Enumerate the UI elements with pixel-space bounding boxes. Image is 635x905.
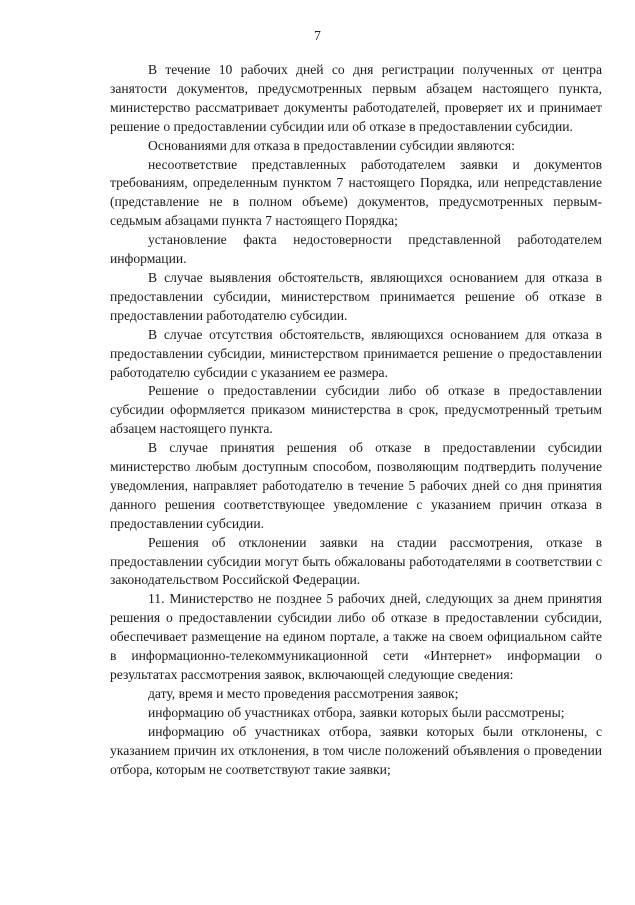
paragraph-item-rejected-participants: информацию об участниках отбора, заявки которых были отклонены, с указанием причин их отклонения, в том числе положений объявления о проведении отбора, которым не соответствуют такие заявки;	[110, 723, 602, 777]
document-body	[110, 61, 602, 779]
paragraph-refusal-decision: В случае выявления обстоятельств, являющихся основанием для отказа в предоставлении субсидии, министерством принимается решение об отказе в предоставлении работодателю субсидии.	[110, 269, 602, 323]
paragraph-item-reviewed-participants: информацию об участниках отбора, заявки которых были рассмотрены;	[148, 704, 565, 720]
paragraph-review-period: В течение 10 рабочих дней со дня регистрации полученных от центра занятости документов, предусмотренных первым абзацем настоящего пункта, министерство рассматривает документы работодателей, проверяет их и принимает решение о предоставлении субсидии или об отказе в предоставлении субсидии.	[110, 62, 602, 134]
paragraph-refusal-ground-false-info: установление факта недостоверности представленной работодателем информации.	[110, 232, 602, 267]
paragraph-decision-order: Решение о предоставлении субсидии либо об отказе в предоставлении субсидии оформляется приказом министерства в срок, предусмотренный третьим абзацем настоящего пункта.	[110, 383, 602, 437]
paragraph-appeal: Решения об отклонении заявки на стадии рассмотрения, отказе в предоставлении субсидии могут быть обжалованы работодателями в соответствии с законодательством Российской Федерации.	[110, 534, 602, 588]
paragraph-refusal-grounds-intro: Основаниями для отказа в предоставлении субсидии являются:	[148, 137, 515, 153]
paragraph-item-date-place: дату, время и место проведения рассмотрения заявок;	[148, 685, 459, 701]
page-number: 7	[314, 28, 321, 43]
paragraph-refusal-ground-noncompliance: несоответствие представленных работодателем заявки и документов требованиям, определенным пунктом 7 настоящего Порядка, или непредставление (представление не в полном объеме) документов, предусмотренных первым-седьмым абзацами пункта 7 настоящего Порядка;	[110, 156, 602, 229]
paragraph-clause-11: 11. Министерство не позднее 5 рабочих дней, следующих за днем принятия решения о предоставлении субсидии либо об отказе в предоставлении субсидии, обеспечивает размещение на едином портале, а также на своем официальном сайте в информационно-телекоммуникационной сети «Интернет» информации о результатах рассмотрения заявок, включающей следующие сведения:	[110, 591, 602, 682]
paragraph-grant-decision: В случае отсутствия обстоятельств, являющихся основанием для отказа в предоставлении субсидии, министерством принимается решение о предоставлении работодателю субсидии с указанием ее размера.	[110, 326, 602, 380]
paragraph-refusal-notification: В случае принятия решения об отказе в предоставлении субсидии министерство любым доступным способом, позволяющим подтвердить получение уведомления, направляет работодателю в течение 5 рабочих дней со дня принятия данного решения соответствующее уведомление с указанием причин отказа в предоставлении субсидии.	[110, 440, 602, 531]
